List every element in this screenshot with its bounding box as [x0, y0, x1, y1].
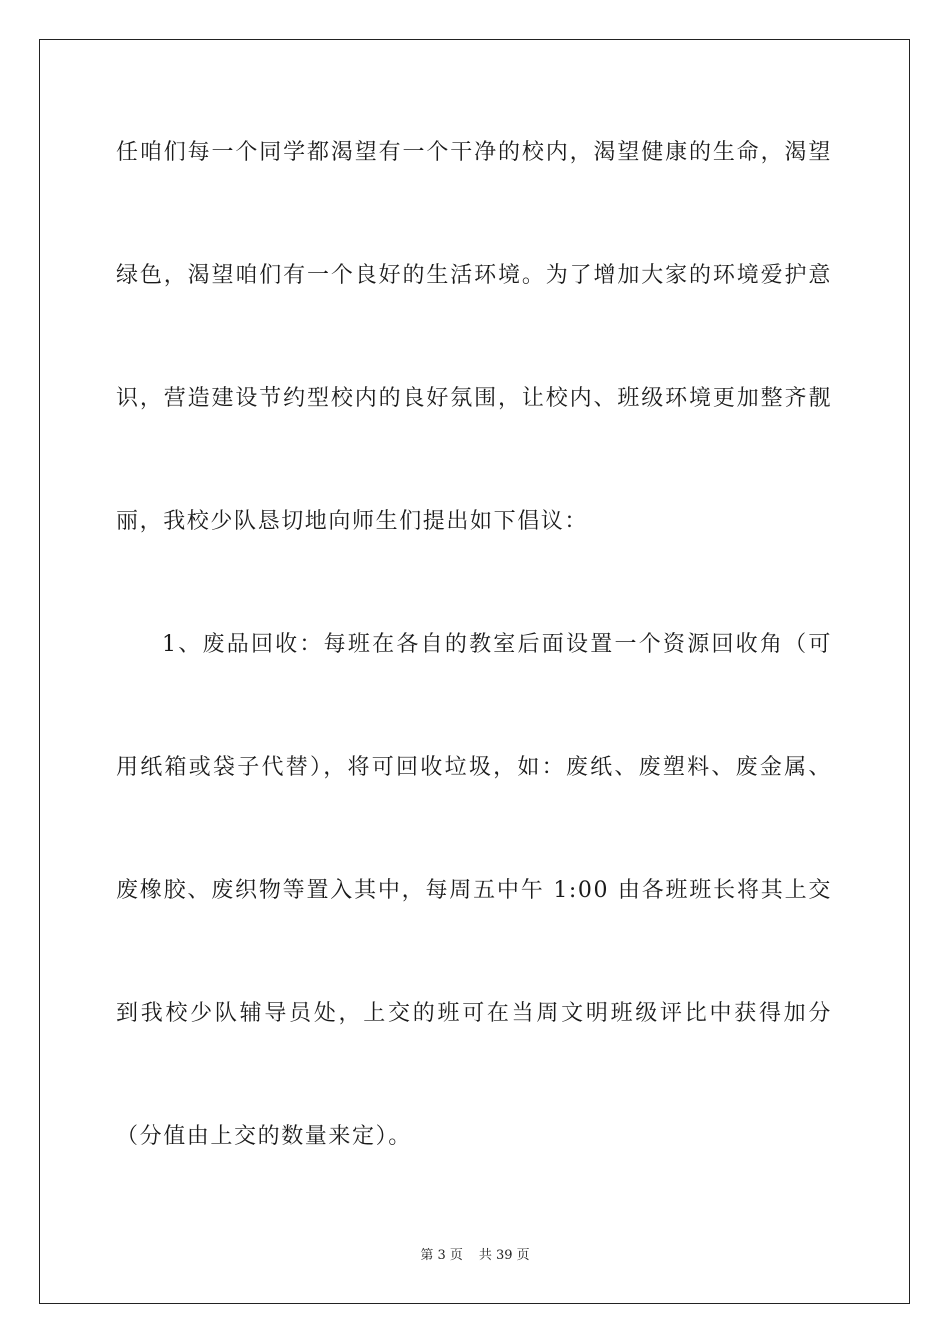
page-footer	[0, 1247, 950, 1265]
page-number: 第 3 页	[420, 1248, 463, 1263]
text-line: 废橡胶、废织物等置入其中，每周五中午 1:00 由各班班长将其上交	[116, 878, 832, 903]
text-line: 丽，我校少队恳切地向师生们提出如下倡议：	[116, 509, 589, 534]
text-line: 到我校少队辅导员处，上交的班可在当周文明班级评比中获得加分	[116, 1001, 832, 1026]
page-total: 共 39 页	[478, 1248, 530, 1263]
page-frame	[39, 39, 910, 1304]
text-line: 1、废品回收：每班在各自的教室后面设置一个资源回收角（可	[162, 632, 832, 657]
text-line: 任咱们每一个同学都渴望有一个干净的校内，渴望健康的生命，渴望	[116, 140, 832, 165]
text-line: 绿色，渴望咱们有一个良好的生活环境。为了增加大家的环境爱护意	[116, 263, 832, 288]
text-line: （分值由上交的数量来定）。	[116, 1124, 412, 1149]
text-line: 用纸箱或袋子代替），将可回收垃圾，如：废纸、废塑料、废金属、	[116, 755, 832, 780]
text-line: 识，营造建设节约型校内的良好氛围，让校内、班级环境更加整齐靓	[116, 386, 832, 411]
